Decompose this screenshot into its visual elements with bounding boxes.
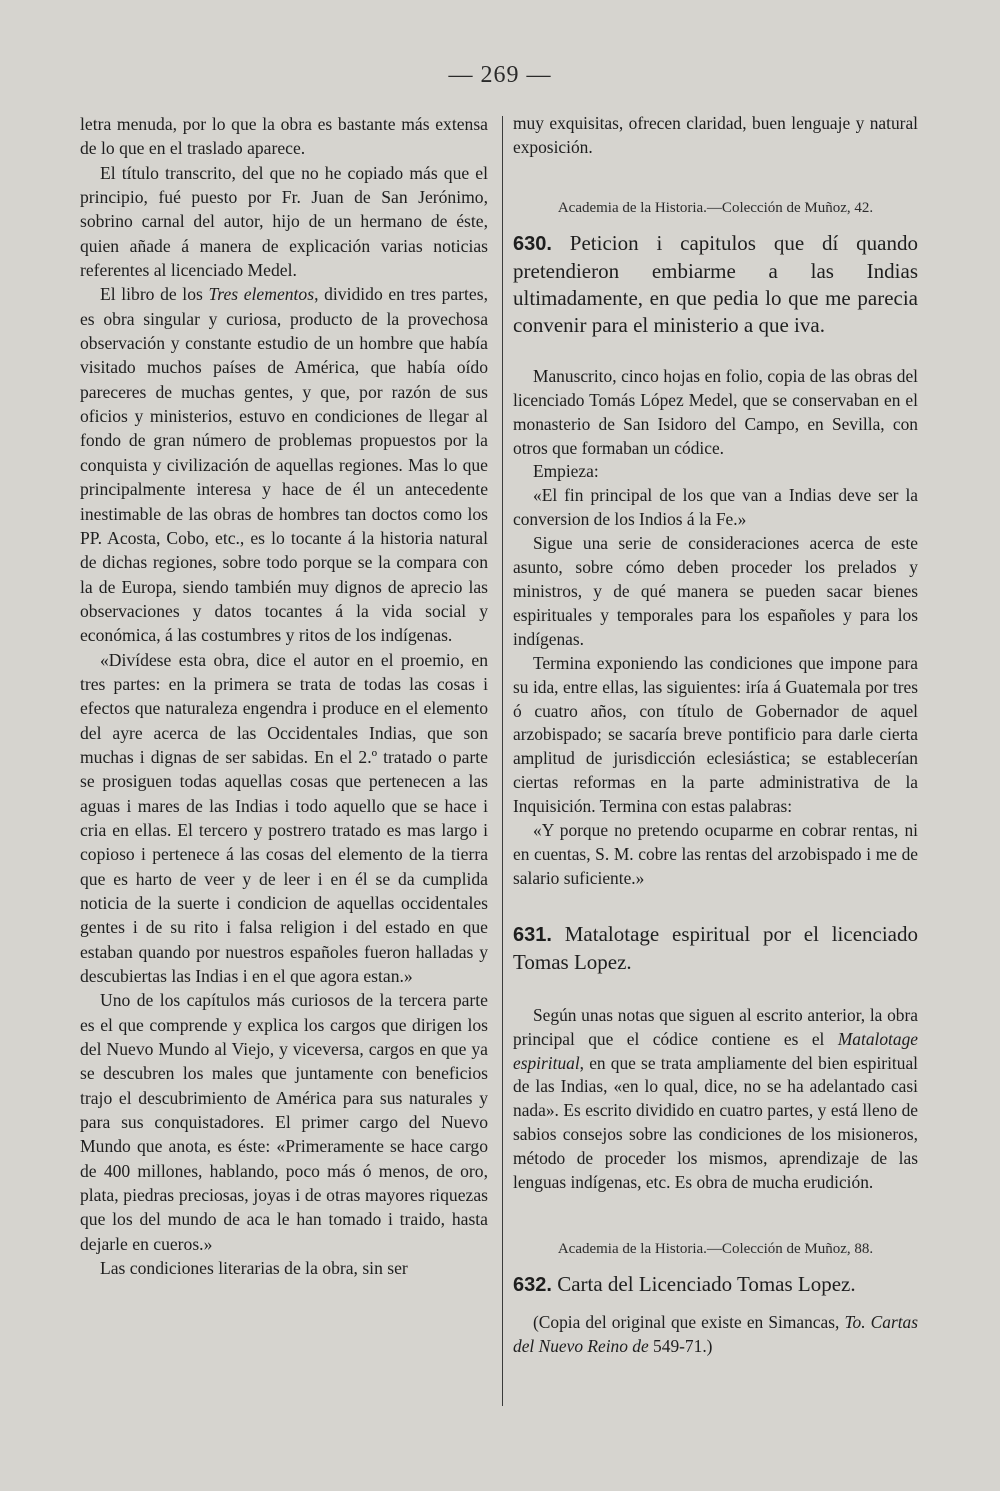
book-title: Tres elementos <box>208 284 315 305</box>
source-citation: Academia de la Historia.—Colección de Muñoz, 88. <box>557 1241 874 1257</box>
book-title: Matalotage espiritual <box>513 1028 918 1073</box>
paragraph: letra menuda, por lo que la obra es bastante más extensa de lo que en el traslado aparece. <box>80 114 488 159</box>
text-run: 549-71.) <box>648 1335 713 1356</box>
entry-heading-630 <box>513 230 918 339</box>
entry-heading-632 <box>513 1271 918 1299</box>
quotation-paragraph: «Divídese esta obra, dice el autor en el proemio, en tres partes: en la primera se trata de todas las cosas i efectos que naturaleza engendra i produce en el elemento del ayre acerca de las Occidentales Indias, que son muchas i dignas de ser sabidas. En el 2.º tratado o parte se prosiguen todas aquellas cosas que pertenecen a las aguas i mares de las Indias i todo aquello que se hace i cria en ellas. El tercero y postrero tratado es mas largo i copioso i pertenece á las cosas del elemento de la tierra que es harto de veer y de leer i en él se da cumplida noticia de la suerte i condicion de aquellas occidentales gentes i de su rito i falsa religion i del estado en que estaban quando por nuestros españoles fueron halladas y descubiertas las Indias i en el que agora estan.» <box>80 649 488 987</box>
right-column <box>513 112 918 1359</box>
paragraph: El título transcrito, del que no he copiado más que el principio, fué puesto por Fr. Juan de San Jerónimo, sobrino carnal del autor, hijo de un hermano de éste, quien añade á manera de explicación varias noticias referentes al licenciado Medel. <box>80 162 488 281</box>
entry-number: 632. <box>513 1274 552 1296</box>
entry-number: 631. <box>513 923 552 946</box>
paragraph: Sigue una serie de consideraciones acerca de este asunto, sobre cómo deben proceder los prelados y ministros, y de qué manera se pueden sacar bienes espirituales y temporales para los españoles y para los indígenas. <box>513 533 918 649</box>
paragraph: Empieza: <box>533 461 599 482</box>
text-run: , en que se trata ampliamente del bien espiritual de las Indias, «en lo qual, dice, no se ha adelantado casi nada». Es escrito dividido en cuatro partes, y está lleno de sabios consejos sobre las condiciones de los misioneros, método de proceder los mismos, aprendizaje de las lenguas indígenas, etc. Es obra de mucha erudición. <box>513 1052 918 1193</box>
entry-heading-631 <box>513 921 918 976</box>
entry-title: Matalotage espiritual por el licenciado Tomas Lopez. <box>513 921 919 974</box>
entry-number: 630. <box>513 232 552 255</box>
paragraph: Las condiciones literarias de la obra, sin ser <box>100 1258 408 1279</box>
page-number: — 269 — <box>448 62 552 88</box>
left-column <box>80 112 488 1281</box>
text-run: , dividido en tres partes, es obra singular y curiosa, producto de la provechosa observación y constante estudio de un hombre que había visitado muchos países de América, que había oído pareceres de muchas gentes, y que, por razón de sus oficios y ministerios, estuvo en condiciones de llegar al fondo de gran número de problemas propuestos por la conquista y civilización de aquellas regiones. Mas lo que principalmente interesa y hace de él un antecedente inestimable de las obras de hombres tan doctos como los PP. Acosta, Cobo, etc., es lo tocante á la historia natural de dichas regiones, sobre todo porque se la compara con la de Europa, siendo también muy dignos de aprecio las observaciones y datos tocantes á la vida social y económica, á las costumbres y ritos de los indígenas. <box>80 284 488 646</box>
paragraph: Manuscrito, cinco hojas en folio, copia de las obras del licenciado Tomás López Medel, que se conservaban en el monasterio de San Isidoro del Campo, en Sevilla, con otros que formaban un códice. <box>513 365 918 458</box>
column-divider <box>502 116 503 1406</box>
entry-title: Peticion i capitulos que dí quando pretendieron embiarme a las Indias ultimadamente, en que pedia lo que me parecia convenir para el ministerio a que iva. <box>513 230 919 337</box>
paragraph <box>513 1311 918 1359</box>
quotation-paragraph: «El fin principal de los que van a Indias deve ser la conversion de los Indios á la Fe.» <box>513 485 918 530</box>
text-run: (Copia del original que existe en Simancas, <box>533 1312 845 1332</box>
source-citation: Academia de la Historia.—Colección de Muñoz, 42. <box>557 199 874 216</box>
paragraph: Uno de los capítulos más curiosos de la tercera parte es el que comprende y explica los cargos que dirigen los del Nuevo Mundo al Viejo, y viceversa, cargos en que ya se descubren los males que juntamente con beneficios trajo el descubrimiento de América para sus naturales y para sus conquistadores. El primer cargo del Nuevo Mundo que anota, es éste: «Primeramente se hace cargo de 400 millones, hablando, poco más ó menos, de oro, plata, piedras preciosas, joyas i de otras mayores riquezas que los del mundo de aca le han tomado i traido, hasta dejarle en cueros.» <box>80 990 488 1254</box>
quotation-paragraph: «Y porque no pretendo ocuparme en cobrar rentas, ni en cuentas, S. M. cobre las rentas del arzobispado i me de salario suficiente.» <box>513 820 918 888</box>
text-run: El libro de los <box>100 284 209 305</box>
entry-title: Carta del Licenciado Tomas Lopez. <box>557 1272 856 1296</box>
paragraph: muy exquisitas, ofrecen claridad, buen lenguaje y natural exposición. <box>513 113 918 157</box>
paragraph <box>513 1004 918 1195</box>
text-run: Según unas notas que siguen al escrito anterior, la obra principal que el códice contiene es el <box>513 1004 918 1049</box>
archive-reference: To. Cartas del Nuevo Reino de <box>513 1312 919 1356</box>
paragraph: Termina exponiendo las condiciones que impone para su ida, entre ellas, las siguientes: iría á Guatemala por tres ó cuatro años, con título de Gobernador de aquel arzobispado; se sacaría breve pontificio para darle cierta amplitud de jurisdicción eclesiástica; se establecerían ciertas reformas en la parte administrativa de la Inquisición. Termina con estas palabras: <box>513 652 918 817</box>
paragraph <box>80 282 488 647</box>
